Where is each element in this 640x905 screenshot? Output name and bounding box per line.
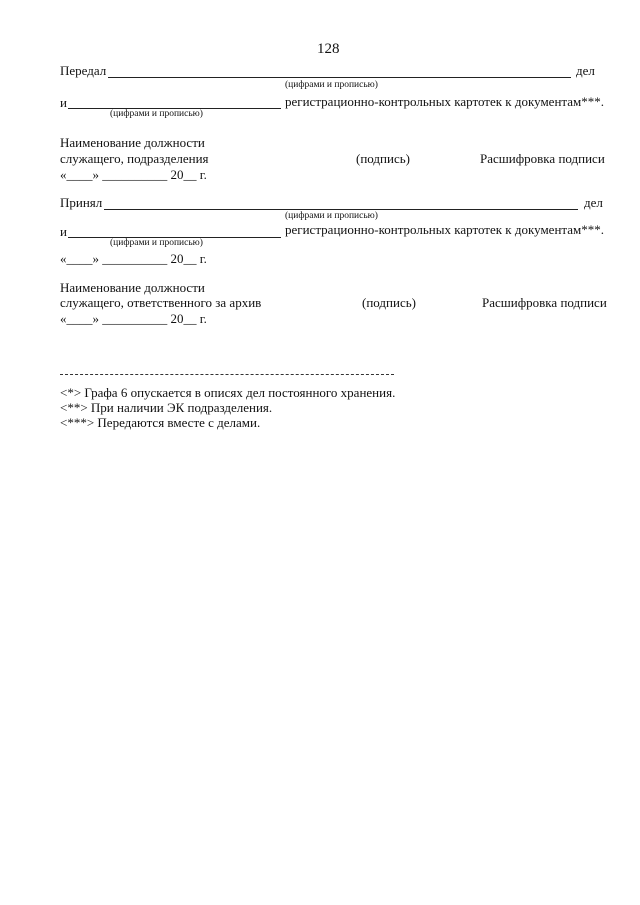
received-label: Принял (60, 195, 103, 210)
footnote-1: <*> Графа 6 опускается в описях дел постоянного хранения. (60, 385, 396, 400)
signature-decode-label: Расшифровка подписи (482, 295, 607, 310)
count-line (108, 77, 571, 78)
footnote-2: <**> При наличии ЭК подразделения. (60, 400, 273, 415)
footnote-separator (60, 374, 394, 375)
signature-label: (подпись) (362, 295, 416, 310)
cases-suffix: дел (584, 195, 603, 210)
footnote-3: <***> Передаются вместе с делами. (60, 415, 261, 430)
position-title-line1: Наименование должности (60, 135, 205, 150)
page-number: 128 (317, 41, 340, 57)
and-label: и (60, 95, 67, 110)
hint-digits-words: (цифрами и прописью) (110, 109, 203, 119)
date-line: «____» __________ 20__ г. (60, 167, 207, 182)
date-line: «____» __________ 20__ г. (60, 251, 207, 266)
position-title-line2: служащего, ответственного за архив (60, 295, 262, 310)
date-line: «____» __________ 20__ г. (60, 311, 207, 326)
cards-text: регистрационно-контрольных картотек к документам***. (285, 94, 604, 109)
and-label: и (60, 224, 67, 239)
cases-suffix: дел (576, 63, 595, 78)
hint-digits-words: (цифрами и прописью) (110, 238, 203, 248)
hint-digits-words: (цифрами и прописью) (285, 80, 378, 90)
count-line (104, 209, 578, 210)
signature-label: (подпись) (356, 151, 410, 166)
position-title-line1: Наименование должности (60, 280, 205, 295)
cards-text: регистрационно-контрольных картотек к документам***. (285, 222, 604, 237)
hint-digits-words: (цифрами и прописью) (285, 211, 378, 221)
transferred-label: Передал (60, 63, 107, 78)
position-title-line2: служащего, подразделения (60, 151, 209, 166)
signature-decode-label: Расшифровка подписи (480, 151, 605, 166)
